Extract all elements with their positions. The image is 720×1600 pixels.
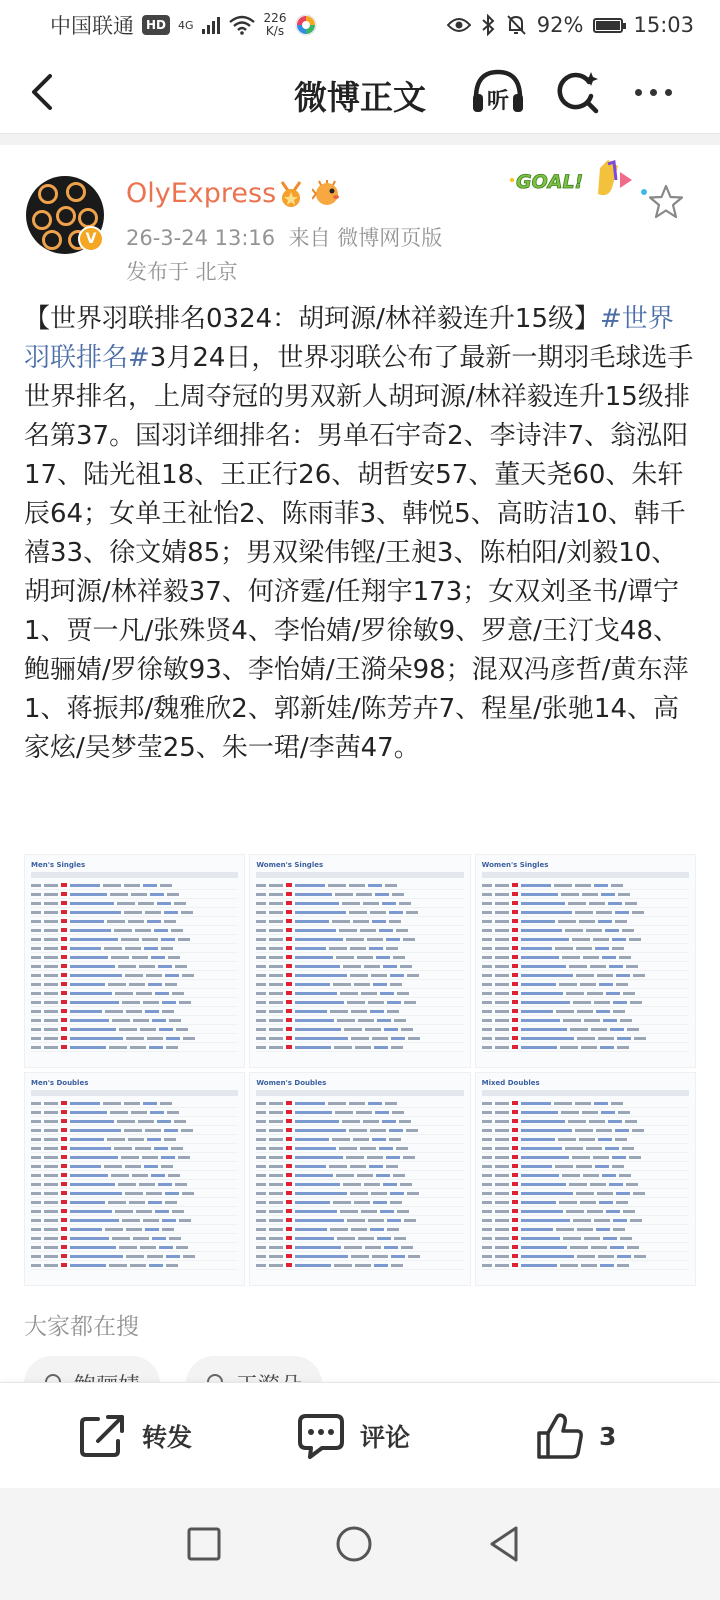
medal-icon (277, 180, 305, 208)
table-row (482, 1207, 689, 1216)
table-row (31, 881, 238, 890)
table-row (482, 1225, 689, 1234)
table-row (31, 1162, 238, 1171)
table-row (31, 962, 238, 971)
table-row (31, 1007, 238, 1016)
table-row (482, 899, 689, 908)
thumbs-up-icon (535, 1411, 585, 1461)
page-title: 微博正文 (294, 78, 426, 117)
hot-search-title: 大家都在搜 (24, 1314, 139, 1340)
table-row (482, 1108, 689, 1117)
table-row (256, 1261, 463, 1270)
table-row (31, 908, 238, 917)
author-name[interactable]: OlyExpress (126, 178, 277, 209)
table-row (31, 1207, 238, 1216)
table-row (256, 1025, 463, 1034)
mute-bell-icon (505, 14, 527, 36)
post-timestamp: 26-3-24 13:16 (126, 226, 276, 250)
table-row (31, 1144, 238, 1153)
table-row (256, 1099, 463, 1108)
square-icon (184, 1524, 224, 1564)
table-row (31, 1189, 238, 1198)
table-row (256, 1108, 463, 1117)
table-row (31, 1216, 238, 1225)
triangle-back-icon (484, 1524, 524, 1564)
hd-icon: HD (142, 15, 170, 35)
table-row (482, 926, 689, 935)
table-row (482, 890, 689, 899)
table-row (256, 1117, 463, 1126)
battery-icon (593, 18, 623, 33)
table-row (256, 944, 463, 953)
section-divider (0, 133, 720, 145)
table-row (256, 1034, 463, 1043)
ranking-image-title: Women's Doubles (256, 1079, 327, 1087)
table-row (482, 1153, 689, 1162)
table-row (482, 998, 689, 1007)
speed-unit: K/s (265, 24, 285, 38)
star-icon (646, 182, 686, 222)
table-row (256, 1225, 463, 1234)
table-row (482, 935, 689, 944)
table-row (482, 908, 689, 917)
repost-button[interactable] (78, 1383, 192, 1489)
table-row (256, 899, 463, 908)
table-row (256, 1153, 463, 1162)
table-row (256, 1189, 463, 1198)
table-row (256, 926, 463, 935)
table-row (256, 980, 463, 989)
ranking-image-title: Men's Doubles (31, 1079, 89, 1087)
battery-percent: 92% (536, 13, 584, 37)
table-row (256, 1198, 463, 1207)
table-row (31, 1117, 238, 1126)
table-row (482, 953, 689, 962)
ranking-image[interactable] (475, 1072, 696, 1286)
comment-button[interactable] (296, 1383, 410, 1489)
table-row (256, 1171, 463, 1180)
ranking-image[interactable] (24, 854, 245, 1068)
table-row (482, 1016, 689, 1025)
table-row (31, 944, 238, 953)
favorite-button[interactable] (646, 182, 686, 222)
table-row (256, 1043, 463, 1052)
more-button[interactable] (628, 66, 678, 118)
table-row (482, 1144, 689, 1153)
table-row (482, 1243, 689, 1252)
table-header (482, 1090, 689, 1096)
system-nav-bar (0, 1488, 720, 1600)
table-row (256, 1180, 463, 1189)
search-icon (553, 66, 601, 118)
table-row (256, 917, 463, 926)
table-row (482, 989, 689, 998)
table-row (256, 1135, 463, 1144)
hashtag-link[interactable]: #世界羽联排名# (24, 304, 674, 373)
table-row (482, 944, 689, 953)
table-row (256, 1243, 463, 1252)
speed-value: 226 (263, 11, 287, 25)
table-row (482, 1025, 689, 1034)
table-row (31, 1043, 238, 1052)
ranking-image[interactable] (24, 1072, 245, 1286)
ranking-image-title: Mixed Doubles (481, 1079, 540, 1087)
table-row (482, 1162, 689, 1171)
table-row (256, 953, 463, 962)
table-row (31, 1261, 238, 1270)
table-row (256, 1126, 463, 1135)
table-row (31, 998, 238, 1007)
table-row (31, 989, 238, 998)
table-row (482, 1216, 689, 1225)
table-row (31, 1034, 238, 1043)
post-body: 3月24日，世界羽联公布了最新一期羽毛球选手世界排名，上周夺冠的男双新人胡珂源/林祥毅连升15级排名第37。国羽详细排名：男单石宇奇2、李诗沣7、翁泓阳17、陆光祖18、王正行26、胡哲安57、董天尧60、朱轩辰64；女单王祉怡2、陈雨菲3、韩悦5、高昉洁10、韩千禧33、徐文婧85；男双梁伟铿/王昶3、陈柏阳/刘毅10、胡珂源/林祥毅37、何济霆/任翔宇173；女双刘圣书/谭宁1、贾一凡/张殊贤4、李怡婧/罗徐敏9、罗意/王汀戈48、鲍骊婧/罗徐敏93、李怡婧/王漪朵98；混双冯彦哲/黄东萍1、蒋振邦/魏雅欣2、郭新娃/陈芳卉7、程星/张驰14、高家炫/吴梦莹25、朱一珺/李茜47。 (24, 343, 694, 763)
table-row (31, 1180, 238, 1189)
table-row (31, 1171, 238, 1180)
table-row (482, 881, 689, 890)
table-row (31, 1016, 238, 1025)
comment-icon (296, 1412, 346, 1460)
goal-sticker-text: GOAL! (516, 171, 584, 193)
table-row (31, 890, 238, 899)
table-row (482, 1126, 689, 1135)
table-row (31, 1153, 238, 1162)
table-row (31, 1135, 238, 1144)
like-count: 3 (599, 1421, 617, 1451)
table-row (482, 1034, 689, 1043)
carrier-name: 中国联通 (50, 14, 134, 38)
table-header (482, 872, 689, 878)
ranking-image[interactable] (475, 854, 696, 1068)
table-row (256, 1234, 463, 1243)
table-row (31, 980, 238, 989)
ranking-image-title: Women's Singles (481, 861, 549, 869)
goal-sticker-icon (508, 158, 658, 204)
app-notification-icon (294, 13, 318, 37)
post-location: 发布于 北京 (126, 260, 238, 284)
table-row (256, 1016, 463, 1025)
back-nav-button[interactable] (484, 1524, 524, 1564)
eye-icon (447, 16, 471, 34)
post-content (24, 300, 696, 768)
image-grid (24, 854, 696, 1286)
table-row (256, 935, 463, 944)
table-row (31, 1126, 238, 1135)
more-dot-icon (635, 89, 642, 96)
circle-icon (334, 1524, 374, 1564)
bluetooth-icon (481, 14, 495, 36)
table-row (482, 1261, 689, 1270)
table-row (256, 1162, 463, 1171)
table-header (31, 1090, 238, 1096)
clock: 15:03 (633, 13, 694, 37)
table-row (482, 1189, 689, 1198)
table-row (31, 1252, 238, 1261)
table-row (256, 1144, 463, 1153)
signal-icon (202, 16, 220, 34)
table-row (256, 881, 463, 890)
ranking-image-title: Men's Singles (31, 861, 86, 869)
post-source: 来自 微博网页版 (288, 226, 443, 250)
table-row (31, 1099, 238, 1108)
table-row (256, 989, 463, 998)
table-row (31, 1243, 238, 1252)
pufferfish-icon (312, 180, 342, 208)
more-dot-icon (665, 89, 672, 96)
recents-button[interactable] (184, 1524, 224, 1564)
table-row (482, 1171, 689, 1180)
table-row (31, 953, 238, 962)
table-row (256, 1207, 463, 1216)
table-row (31, 899, 238, 908)
table-header (31, 872, 238, 878)
table-row (482, 1198, 689, 1207)
table-row (482, 1252, 689, 1261)
table-row (482, 1007, 689, 1016)
listen-label: 听 (486, 89, 510, 114)
post-meta (126, 222, 442, 252)
table-row (256, 1216, 463, 1225)
app-header (0, 52, 720, 132)
table-row (482, 1043, 689, 1052)
table-row (31, 1108, 238, 1117)
home-button[interactable] (334, 1524, 374, 1564)
more-dot-icon (650, 89, 657, 96)
table-row (482, 1234, 689, 1243)
table-row (482, 1117, 689, 1126)
table-row (482, 980, 689, 989)
table-row (31, 1225, 238, 1234)
status-bar (0, 0, 720, 50)
like-button[interactable] (535, 1383, 616, 1489)
search-button[interactable] (553, 66, 601, 118)
ranking-image[interactable] (249, 1072, 470, 1286)
table-row (482, 1180, 689, 1189)
table-row (482, 962, 689, 971)
table-row (31, 935, 238, 944)
network-speed (264, 12, 287, 38)
table-row (31, 917, 238, 926)
table-row (482, 917, 689, 926)
headphones-icon (470, 66, 526, 118)
table-row (256, 1007, 463, 1016)
table-row (256, 962, 463, 971)
table-row (31, 971, 238, 980)
table-header (256, 1090, 463, 1096)
repost-label: 转发 (142, 1423, 193, 1452)
table-row (256, 908, 463, 917)
ranking-image-title: Women's Singles (256, 861, 324, 869)
network-type: 4G (178, 18, 194, 32)
table-row (482, 971, 689, 980)
comment-label: 评论 (360, 1423, 411, 1452)
table-row (31, 1234, 238, 1243)
listen-button[interactable] (470, 66, 526, 118)
table-row (256, 971, 463, 980)
table-row (482, 1099, 689, 1108)
table-row (256, 890, 463, 899)
table-row (256, 998, 463, 1007)
ranking-image[interactable] (249, 854, 470, 1068)
table-row (31, 1025, 238, 1034)
table-row (256, 1252, 463, 1261)
share-icon (78, 1413, 128, 1459)
table-row (31, 926, 238, 935)
action-bar (0, 1382, 720, 1488)
wifi-icon (228, 15, 256, 35)
post-headline: 【世界羽联排名0324：胡珂源/林祥毅连升15级】 (24, 304, 601, 334)
table-row (482, 1135, 689, 1144)
table-header (256, 872, 463, 878)
table-row (31, 1198, 238, 1207)
verified-badge-icon: V (78, 226, 104, 252)
